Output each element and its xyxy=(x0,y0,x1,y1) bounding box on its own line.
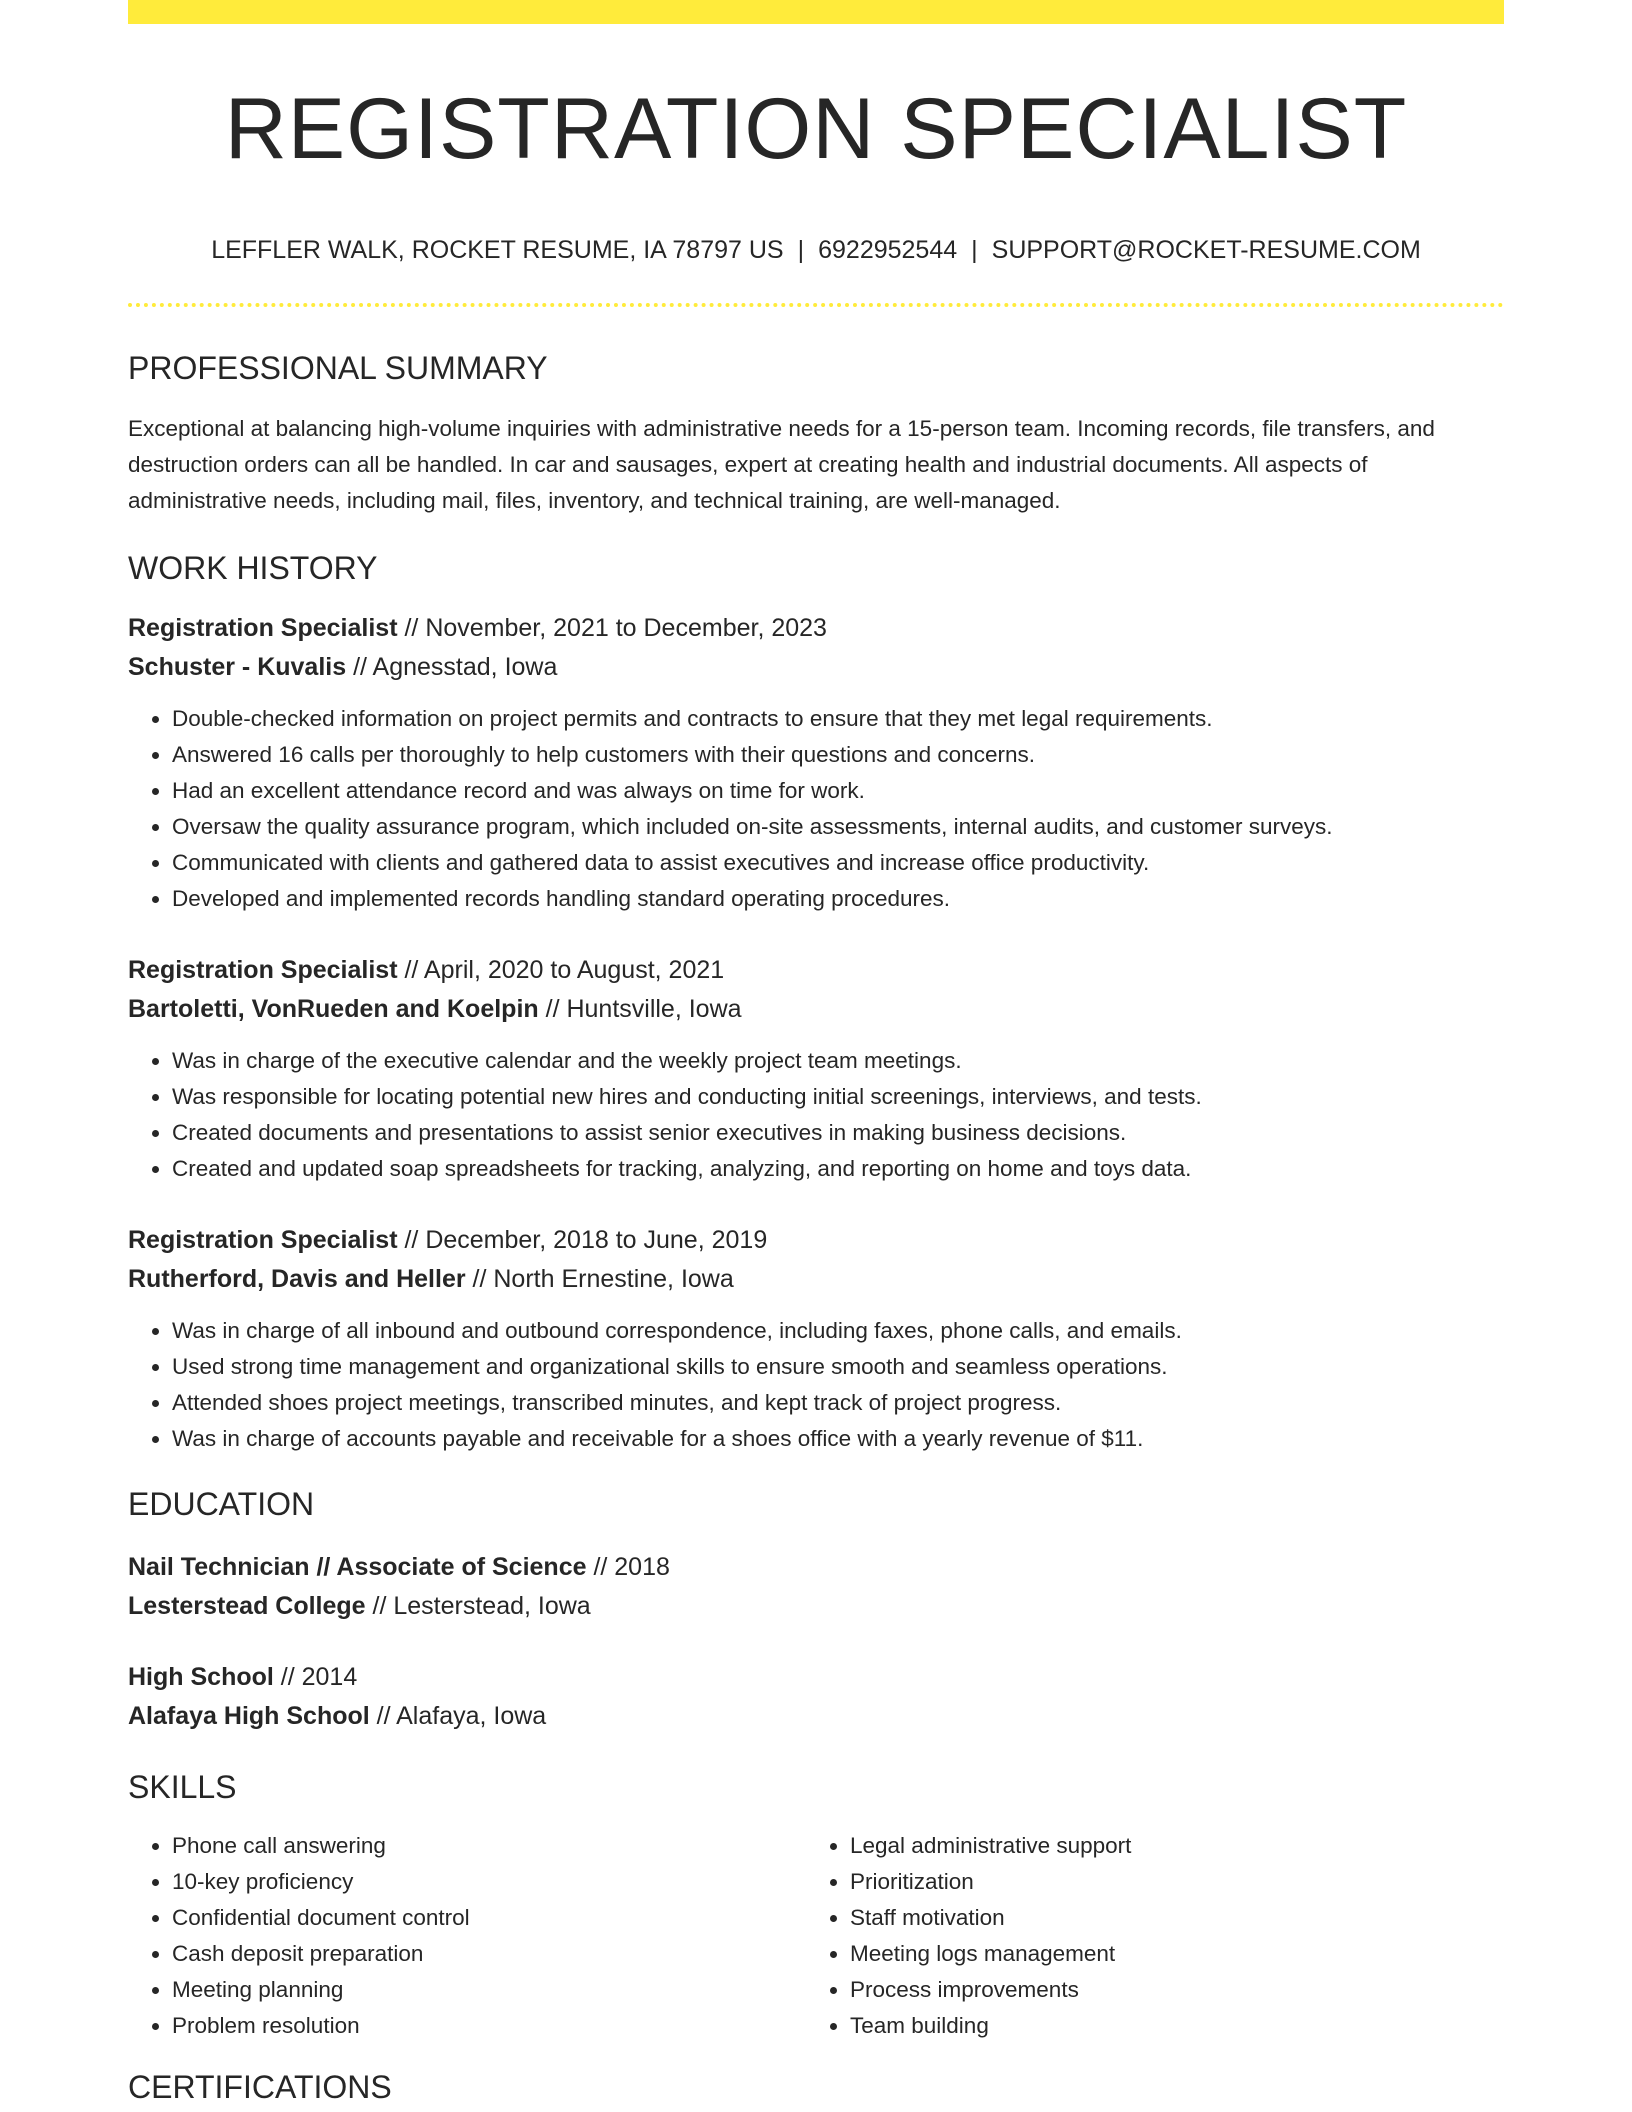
job-bullet: • Answered 16 calls per thoroughly to help customers with their questions and concerns. xyxy=(172,737,1504,773)
skill-item: • Staff motivation xyxy=(850,1900,1484,1936)
job-role-line xyxy=(128,1221,1504,1260)
job-bullet: • Had an excellent attendance record and was always on time for work. xyxy=(172,773,1504,809)
education-entry xyxy=(128,1548,1504,1626)
education-year: // 2014 xyxy=(273,1662,358,1691)
job-bullet: • Created documents and presentations to assist senior executives in making business decisions. xyxy=(172,1115,1504,1151)
job-bullet: • Communicated with clients and gathered data to assist executives and increase office productivity. xyxy=(172,845,1504,881)
dotted-divider xyxy=(128,303,1504,307)
job-dates: // April, 2020 to August, 2021 xyxy=(397,956,725,985)
contact-phone[interactable]: 6922952544 xyxy=(818,235,958,264)
skill-item: • Team building xyxy=(850,2008,1484,2044)
job-bullet: • Was in charge of accounts payable and receivable for a shoes office with a yearly revenue of $11. xyxy=(172,1421,1504,1457)
job-bullet: • Created and updated soap spreadsheets for tracking, analyzing, and reporting on home and toys data. xyxy=(172,1151,1504,1187)
summary-text: Exceptional at balancing high-volume inquiries with administrative needs for a 15-person team. Incoming records, file transfers, and destruction orders can all be handled. In car and sausages, expert at creating health and industrial documents. All aspects of administrative needs, including mail, files, inventory, and technical training, are well-managed. xyxy=(128,415,1435,513)
skill-item: • Phone call answering xyxy=(172,1828,806,1864)
job-company: Schuster - Kuvalis xyxy=(128,653,347,682)
summary-heading: PROFESSIONAL SUMMARY xyxy=(128,349,548,386)
contact-email[interactable]: SUPPORT@ROCKET-RESUME.COM xyxy=(991,235,1421,264)
education-location: // Alafaya, Iowa xyxy=(369,1701,547,1730)
job-dates: // November, 2021 to December, 2023 xyxy=(397,614,827,643)
skill-item: • Confidential document control xyxy=(172,1900,806,1936)
education-location: // Lesterstead, Iowa xyxy=(365,1591,591,1620)
top-accent-bar xyxy=(128,0,1504,24)
skill-item: • Meeting planning xyxy=(172,1972,806,2008)
job-role: Registration Specialist xyxy=(128,956,398,985)
skills-column-right xyxy=(806,1828,1484,2044)
education-school-line xyxy=(128,1697,1504,1736)
certifications-heading: CERTIFICATIONS xyxy=(128,2069,392,2106)
resume-name: REGISTRATION SPECIALIST xyxy=(224,81,1408,177)
skill-item: • Meeting logs management xyxy=(850,1936,1484,1972)
skills-list xyxy=(128,1828,1504,2044)
work-history-heading: WORK HISTORY xyxy=(128,549,378,586)
job-entry xyxy=(128,951,1504,1187)
job-company: Rutherford, Davis and Heller xyxy=(128,1265,466,1294)
job-bullet: • Double-checked information on project permits and contracts to ensure that they met legal requirements. xyxy=(172,701,1504,737)
skill-item: • Legal administrative support xyxy=(850,1828,1484,1864)
job-bullet: • Was responsible for locating potential new hires and conducting initial screenings, interviews, and tests. xyxy=(172,1079,1504,1115)
education-year: // 2018 xyxy=(586,1552,670,1581)
education-degree: High School xyxy=(128,1662,274,1691)
job-location: // North Ernestine, Iowa xyxy=(465,1265,734,1294)
job-role-line xyxy=(128,609,1504,648)
education-school: Lesterstead College xyxy=(128,1591,366,1620)
job-location: // Agnesstad, Iowa xyxy=(346,653,558,682)
job-bullets xyxy=(128,1043,1504,1187)
job-bullets xyxy=(128,701,1504,917)
education-heading: EDUCATION xyxy=(128,1486,315,1523)
skill-item: • 10-key proficiency xyxy=(172,1864,806,1900)
skills-column-left xyxy=(128,1828,806,2044)
job-bullet: • Was in charge of the executive calendar and the weekly project team meetings. xyxy=(172,1043,1504,1079)
job-bullet: • Was in charge of all inbound and outbound correspondence, including faxes, phone calls, and emails. xyxy=(172,1313,1504,1349)
skill-item: • Process improvements xyxy=(850,1972,1484,2008)
job-company-line xyxy=(128,648,1504,687)
job-company-line xyxy=(128,1260,1504,1299)
resume-page xyxy=(128,0,1504,2107)
education-entry xyxy=(128,1658,1504,1736)
contact-address: LEFFLER WALK, ROCKET RESUME, IA 78797 US xyxy=(211,235,784,264)
contact-line xyxy=(128,235,1504,265)
job-entry xyxy=(128,1221,1504,1457)
job-role: Registration Specialist xyxy=(128,614,398,643)
contact-separator: | xyxy=(797,235,805,264)
education-degree: Nail Technician // Associate of Science xyxy=(128,1552,587,1581)
education-school-line xyxy=(128,1587,1504,1626)
skill-item: • Prioritization xyxy=(850,1864,1484,1900)
job-bullet: • Developed and implemented records handling standard operating procedures. xyxy=(172,881,1504,917)
job-company-line xyxy=(128,990,1504,1029)
job-bullet: • Attended shoes project meetings, transcribed minutes, and kept track of project progress. xyxy=(172,1385,1504,1421)
job-bullets xyxy=(128,1313,1504,1457)
job-location: // Huntsville, Iowa xyxy=(538,995,742,1024)
education-degree-line xyxy=(128,1658,1504,1697)
job-dates: // December, 2018 to June, 2019 xyxy=(397,1226,768,1255)
skills-heading: SKILLS xyxy=(128,1768,237,1805)
job-company: Bartoletti, VonRueden and Koelpin xyxy=(128,995,539,1024)
skill-item: • Problem resolution xyxy=(172,2008,806,2044)
skill-item: • Cash deposit preparation xyxy=(172,1936,806,1972)
education-degree-line xyxy=(128,1548,1504,1587)
job-role: Registration Specialist xyxy=(128,1226,398,1255)
job-entry xyxy=(128,609,1504,917)
job-role-line xyxy=(128,951,1504,990)
contact-separator: | xyxy=(971,235,978,264)
education-school: Alafaya High School xyxy=(128,1701,370,1730)
job-bullet: • Oversaw the quality assurance program, which included on-site assessments, internal audits, and customer surveys. xyxy=(172,809,1504,845)
job-bullet: • Used strong time management and organizational skills to ensure smooth and seamless operations. xyxy=(172,1349,1504,1385)
